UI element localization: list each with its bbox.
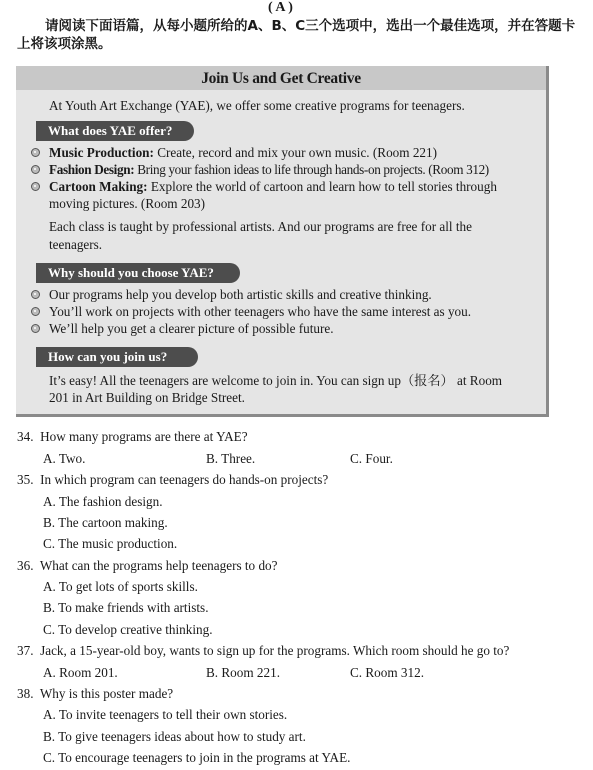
circle-bullet-icon xyxy=(31,324,40,333)
question-35 xyxy=(17,471,328,489)
question-number: 36. xyxy=(17,558,34,573)
reason-item: You’ll work on projects with other teenagers who have the same interest as you. xyxy=(49,304,472,319)
option-b[interactable]: B. To make friends with artists. xyxy=(43,600,209,615)
question-text: In which program can teenagers do hands-on projects? xyxy=(40,472,329,487)
offer-name: Music Production: xyxy=(49,145,154,160)
offer-music xyxy=(49,144,437,161)
circle-bullet-icon xyxy=(31,165,40,174)
question-34 xyxy=(17,428,248,446)
instructions-text: 请阅读下面语篇，从每小题所给的A、B、C三个选项中，选出一个最佳选项，并在答题卡上将该项涂黑。 xyxy=(17,18,576,52)
question-number: 37. xyxy=(17,643,34,658)
offer-name: Fashion Design: xyxy=(49,162,135,177)
join-text-cont: 201 in Art Building on Bridge Street. xyxy=(49,390,245,405)
instructions xyxy=(17,17,582,53)
option-b[interactable]: B. Three. xyxy=(206,451,256,466)
option-b[interactable]: B. Room 221. xyxy=(206,665,281,680)
question-number: 34. xyxy=(17,429,34,444)
reason-item: Our programs help you develop both artistic skills and creative thinking. xyxy=(49,287,432,302)
offer-desc: Bring your fashion ideas to life through hands-on projects. (Room 312) xyxy=(137,162,489,177)
offer-desc: Explore the world of cartoon and learn how to tell stories through xyxy=(150,179,497,194)
circle-bullet-icon xyxy=(31,182,40,191)
question-number: 38. xyxy=(17,686,34,701)
option-b[interactable]: B. The cartoon making. xyxy=(43,515,168,530)
option-c[interactable]: C. To develop creative thinking. xyxy=(43,622,213,637)
question-36 xyxy=(17,557,278,575)
option-a[interactable]: A. Two. xyxy=(43,451,86,466)
offer-cartoon-cont: moving pictures. (Room 203) xyxy=(49,196,206,211)
option-c[interactable]: C. The music production. xyxy=(43,536,178,551)
offer-desc: Create, record and mix your own music. (Room 221) xyxy=(157,145,437,160)
reason-item: We’ll help you get a clearer picture of possible future. xyxy=(49,321,334,336)
section-heading-offer: What does YAE offer? xyxy=(36,121,194,141)
question-number: 35. xyxy=(17,472,34,487)
offer-cartoon xyxy=(49,178,497,195)
section-heading-join: How can you join us? xyxy=(36,347,198,367)
poster-intro: At Youth Art Exchange (YAE), we offer some creative programs for teenagers. xyxy=(49,98,465,113)
question-text: Why is this poster made? xyxy=(39,686,174,701)
section-label: ( A ) xyxy=(268,0,293,15)
option-c[interactable]: C. Room 312. xyxy=(350,665,425,680)
section-heading-why: Why should you choose YAE? xyxy=(36,263,240,283)
option-c[interactable]: C. To encourage teenagers to join in the programs at YAE. xyxy=(43,750,351,765)
option-a[interactable]: A. To get lots of sports skills. xyxy=(43,579,198,594)
poster xyxy=(16,66,549,417)
option-a[interactable]: A. The fashion design. xyxy=(43,494,163,509)
option-a[interactable]: A. Room 201. xyxy=(43,665,118,680)
join-text: It’s easy! All the teenagers are welcome to join in. You can sign up（报名） at Room xyxy=(49,373,503,388)
teaching-note: Each class is taught by professional artists. And our programs are free for all the xyxy=(49,219,472,234)
offer-name: Cartoon Making: xyxy=(49,179,148,194)
option-b[interactable]: B. To give teenagers ideas about how to study art. xyxy=(43,729,306,744)
question-text: Jack, a 15-year-old boy, wants to sign up for the programs. Which room should he go to? xyxy=(40,643,510,658)
option-a[interactable]: A. To invite teenagers to tell their own stories. xyxy=(43,707,288,722)
offer-fashion xyxy=(49,161,489,178)
circle-bullet-icon xyxy=(31,290,40,299)
question-text: What can the programs help teenagers to do? xyxy=(39,558,278,573)
poster-title: Join Us and Get Creative xyxy=(16,66,546,90)
option-c[interactable]: C. Four. xyxy=(350,451,393,466)
circle-bullet-icon xyxy=(31,148,40,157)
teaching-note-cont: teenagers. xyxy=(49,237,103,252)
question-37 xyxy=(17,642,509,660)
question-text: How many programs are there at YAE? xyxy=(40,429,248,444)
circle-bullet-icon xyxy=(31,307,40,316)
question-38 xyxy=(17,685,173,703)
